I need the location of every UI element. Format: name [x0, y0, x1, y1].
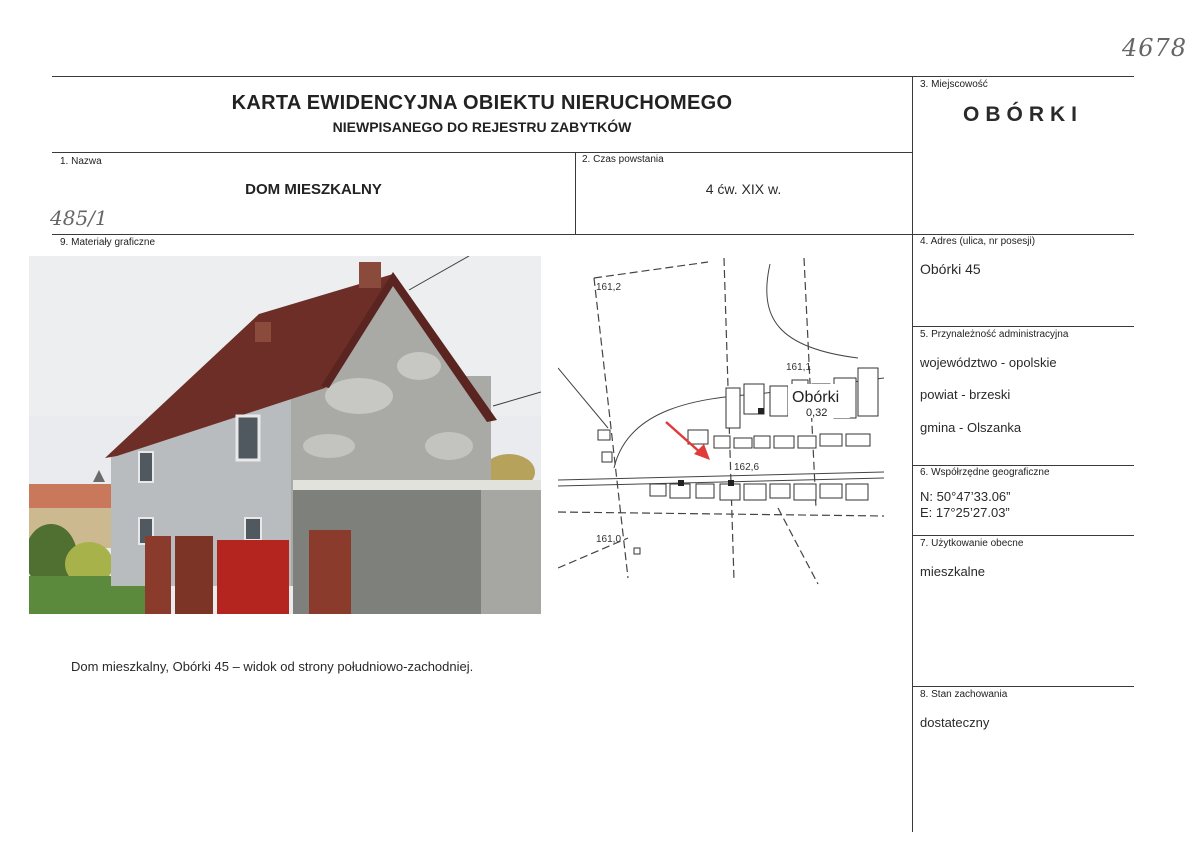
map-place-name: Obórki	[792, 389, 840, 406]
uzytkowanie-top-line	[912, 535, 1134, 536]
map-elevation-label: 161,0	[596, 534, 622, 545]
photo-caption: Dom mieszkalny, Obórki 45 – widok od strony południowo-zachodniej.	[71, 659, 474, 674]
map-elevation-label: 161,1	[786, 362, 812, 373]
nazwa-label: 1. Nazwa	[60, 156, 102, 167]
adres-label: 4. Adres (ulica, nr posesji)	[920, 236, 1036, 247]
location-map	[558, 258, 884, 586]
materialy-label: 9. Materiały graficzne	[60, 237, 156, 248]
uzytkowanie-value: mieszkalne	[920, 564, 986, 579]
stan-label: 8. Stan zachowania	[920, 689, 1008, 700]
longitude-value: E: 17°25’27.03”	[920, 505, 1010, 520]
czas-powstania-label: 2. Czas powstania	[582, 154, 664, 165]
wspolrzedne-top-line	[912, 465, 1134, 466]
latitude-value: N: 50°47’33.06”	[920, 489, 1011, 504]
wspolrzedne-label: 6. Współrzędne geograficzne	[920, 467, 1050, 478]
przynaleznosc-top-line	[912, 326, 1134, 327]
czas-powstania-value: 4 ćw. XIX w.	[705, 181, 782, 197]
uzytkowanie-label: 7. Użytkowanie obecne	[920, 538, 1024, 549]
handwritten-card-number: 485/1	[50, 206, 108, 230]
map-elevation-label: 162,6	[734, 462, 760, 473]
gmina-value: gmina - Olszanka	[920, 420, 1022, 435]
stan-top-line	[912, 686, 1134, 687]
header-bottom-line	[52, 152, 912, 153]
card-title: KARTA EWIDENCYJNA OBIEKTU NIERUCHOMEGO	[231, 92, 733, 114]
map-elevation-label: 161,2	[596, 282, 622, 293]
house-photo	[29, 256, 541, 614]
miejscowosc-label: 3. Miejscowość	[920, 79, 988, 90]
top-border-line	[52, 76, 1134, 77]
wojewodztwo-value: województwo - opolskie	[920, 355, 1057, 370]
map-area-label: 0,32	[806, 407, 828, 419]
card-subtitle: NIEWPISANEGO DO REJESTRU ZABYTKÓW	[332, 119, 632, 135]
right-column-divider	[912, 76, 913, 832]
adres-value: Obórki 45	[920, 261, 981, 277]
stan-value: dostateczny	[920, 715, 990, 730]
handwritten-inventory-number: 4678	[1122, 34, 1188, 62]
nazwa-value: DOM MIESZKALNY	[245, 181, 382, 198]
przynaleznosc-label: 5. Przynależność administracyjna	[920, 329, 1069, 340]
row1-bottom-line	[52, 234, 1134, 235]
miejscowosc-value: OBÓRKI	[963, 103, 1083, 126]
powiat-value: powiat - brzeski	[920, 387, 1011, 402]
